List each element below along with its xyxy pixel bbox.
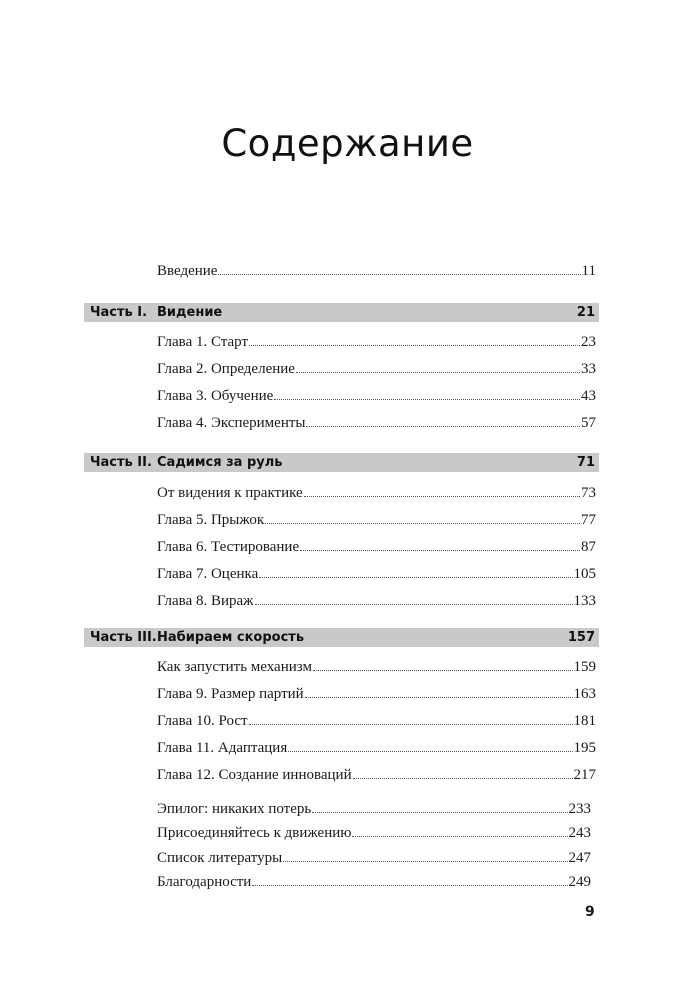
dot-leader <box>218 274 580 275</box>
toc-entry[interactable] <box>157 408 596 432</box>
toc-entry[interactable] <box>157 559 596 583</box>
dot-leader <box>255 604 573 605</box>
dot-leader <box>304 496 580 497</box>
toc-entry-label: Введение <box>157 263 218 279</box>
part-header-3[interactable] <box>84 628 599 647</box>
toc-entry-intro[interactable] <box>157 256 596 280</box>
toc-entry-label: Глава 4. Эксперименты <box>157 415 306 431</box>
toc-entry[interactable] <box>157 760 596 784</box>
toc-entry-page: 217 <box>573 767 596 783</box>
toc-entry-label: Глава 1. Старт <box>157 334 249 350</box>
dot-leader <box>353 778 573 779</box>
part-number: Часть III. <box>90 630 157 645</box>
toc-entry-page: 73 <box>581 485 596 501</box>
toc-entry-label: Глава 3. Обучение <box>157 388 274 404</box>
toc-entry-page: 87 <box>581 539 596 555</box>
toc-entry-label: Глава 6. Тестирование <box>157 539 300 555</box>
part-page: 71 <box>576 455 595 470</box>
part-number: Часть II. <box>90 455 152 470</box>
toc-entry-page: 195 <box>573 740 596 756</box>
part-page: 157 <box>567 630 595 645</box>
toc-entry-back-matter[interactable] <box>157 794 591 818</box>
dot-leader <box>352 836 567 837</box>
dot-leader <box>249 724 573 725</box>
toc-entry-page: 57 <box>581 415 596 431</box>
toc-entry[interactable] <box>157 505 596 529</box>
toc-entry-label: Глава 5. Прыжок <box>157 512 265 528</box>
dot-leader <box>305 697 573 698</box>
toc-entry-page: 23 <box>581 334 596 350</box>
part-title: Видение <box>157 305 223 320</box>
toc-entry[interactable] <box>157 327 596 351</box>
toc-entry-page: 43 <box>581 388 596 404</box>
toc-entry-page: 105 <box>573 566 596 582</box>
toc-entry-label: Глава 2. Определение <box>157 361 295 377</box>
dot-leader <box>296 372 580 373</box>
toc-entry-page: 159 <box>573 659 596 675</box>
dot-leader <box>312 812 567 813</box>
dot-leader <box>249 345 580 346</box>
toc-entry-page: 133 <box>573 593 596 609</box>
toc-entry[interactable] <box>157 586 596 610</box>
part-header-2[interactable] <box>84 453 599 472</box>
toc-entry-label: Глава 10. Рост <box>157 713 248 729</box>
toc-entry-label: От видения к практике <box>157 485 303 501</box>
toc-entry[interactable] <box>157 679 596 703</box>
toc-entry-page: 233 <box>568 801 591 817</box>
toc-entry-label: Эпилог: никаких потерь <box>157 801 312 817</box>
dot-leader <box>306 426 580 427</box>
part-number: Часть I. <box>90 305 148 320</box>
dot-leader <box>259 577 572 578</box>
toc-entry-page: 243 <box>568 825 591 841</box>
toc-entry-label: Благодарности <box>157 874 252 890</box>
toc-entry-page: 247 <box>568 850 591 866</box>
toc-entry[interactable] <box>157 354 596 378</box>
toc-entry-label: Присоединяйтесь к движению <box>157 825 352 841</box>
part-page: 21 <box>576 305 595 320</box>
toc-entry-label: Глава 9. Размер партий <box>157 686 304 702</box>
toc-entry-label: Список литературы <box>157 850 283 866</box>
dot-leader <box>300 550 580 551</box>
toc-entry[interactable] <box>157 652 596 676</box>
dot-leader <box>265 523 580 524</box>
part-header-1[interactable] <box>84 303 599 322</box>
toc-entry-label: Глава 7. Оценка <box>157 566 259 582</box>
toc-entry-label: Глава 8. Вираж <box>157 593 254 609</box>
page-number: 9 <box>585 904 595 920</box>
toc-entry-page: 181 <box>573 713 596 729</box>
toc-entry-back-matter[interactable] <box>157 818 591 842</box>
toc-entry-label: Как запустить механизм <box>157 659 312 675</box>
toc-entry-page: 249 <box>568 874 591 890</box>
dot-leader <box>274 399 580 400</box>
dot-leader <box>283 861 567 862</box>
toc-entry-page: 163 <box>573 686 596 702</box>
part-title: Набираем скорость <box>157 630 305 645</box>
part-title: Садимся за руль <box>157 455 283 470</box>
toc-entry-page: 77 <box>581 512 596 528</box>
toc-entry[interactable] <box>157 733 596 757</box>
toc-entry-page: 11 <box>581 263 596 279</box>
page-title: Содержание <box>221 122 474 165</box>
toc-entry[interactable] <box>157 532 596 556</box>
toc-entry[interactable] <box>157 706 596 730</box>
dot-leader <box>288 751 572 752</box>
toc-entry-label: Глава 12. Создание инноваций <box>157 767 352 783</box>
dot-leader <box>313 670 573 671</box>
toc-entry-page: 33 <box>581 361 596 377</box>
toc-entry[interactable] <box>157 478 596 502</box>
toc-entry-back-matter[interactable] <box>157 867 591 891</box>
toc-entry-label: Глава 11. Адаптация <box>157 740 288 756</box>
toc-entry[interactable] <box>157 381 596 405</box>
toc-entry-back-matter[interactable] <box>157 843 591 867</box>
dot-leader <box>252 885 567 886</box>
